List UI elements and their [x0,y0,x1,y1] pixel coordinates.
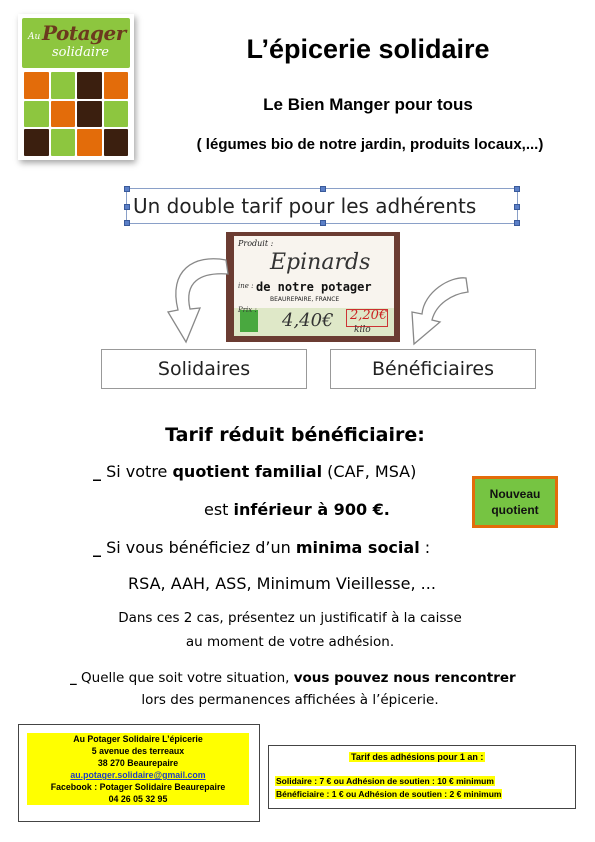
logo-au: Au [28,32,41,42]
bullet-dash: _ [70,670,77,686]
cond3-bold: vous pouvez nous rencontrer [293,670,516,686]
curved-arrow-left-icon [160,252,230,344]
product-origin: de notre potager [256,280,372,294]
adhesions-box [268,745,576,809]
logo-tile [104,101,129,128]
logo-tile [24,129,49,156]
cond2-bold: minima social [295,538,420,557]
bullet-dash: _ [93,462,101,481]
logo-tile [51,72,76,99]
cond2-pre: Si vous bénéficiez d’un [106,538,296,557]
permanences-note: lors des permanences affichées à l’épicerie. [141,692,439,708]
resize-handle-top-left [124,186,130,192]
resize-handle-top [320,186,326,192]
cond2-post: : [419,538,431,557]
cond1b-pre: est [204,500,234,519]
resize-handle-top-right [514,186,520,192]
bullet-dash: _ [93,538,101,557]
resize-handle-right [514,204,520,210]
price-band [234,308,394,336]
resize-handle-left [124,204,130,210]
logo-tile [51,101,76,128]
contact-street: 5 avenue des terreaux [91,746,185,756]
cond1-pre: Si votre [106,462,173,481]
condition-quotient-threshold [204,500,390,519]
minima-social-list: RSA, AAH, ASS, Minimum Vieillesse, ... [128,574,436,593]
double-tarif-text: Un double tarif pour les adhérents [133,194,477,218]
resize-handle-bottom-right [514,220,520,226]
price-normal: 4,40€ [282,310,334,331]
nouveau-quotient-badge [472,476,558,528]
page-subtitle: Le Bien Manger pour tous [263,95,473,114]
contact-name: Au Potager Solidaire L’épicerie [73,734,203,744]
price-tag-card [234,236,394,336]
logo [18,14,134,160]
cond1b-bold: inférieur à 900 €. [233,500,390,519]
contact-city: 38 270 Beaurepaire [97,758,179,768]
condition-any-situation [70,670,516,686]
resize-handle-bottom-left [124,220,130,226]
adhesion-beneficiaire: Bénéficiaire : 1 € ou Adhésion de soutien : 2 € minimum [276,789,502,799]
price-tag-photo [226,232,400,342]
contact-email-link[interactable]: au.potager.solidaire@gmail.com [70,770,206,780]
adhesion-solidaire: Solidaire : 7 € ou Adhésion de soutien : 10 € minimum [276,776,494,786]
cond1-bold: quotient familial [172,462,323,481]
logo-tile [104,129,129,156]
logo-tile [77,101,102,128]
label-prix: Prix : [238,306,257,314]
page-title: L’épicerie solidaire [246,34,490,64]
contact-phone: 04 26 05 32 95 [108,794,168,804]
nouveau-quotient-line2: quotient [491,503,539,517]
condition-minima-social [93,538,430,557]
logo-tile [24,72,49,99]
adhesions-title: Tarif des adhésions pour 1 an : [351,752,484,762]
contact-box [18,724,260,822]
product-name: Epinards [270,250,371,275]
condition-quotient [93,462,416,481]
label-produit: Produit : [238,239,274,248]
logo-solidaire: solidaire [52,45,109,60]
logo-potager: Potager [42,21,126,45]
page-subline: ( légumes bio de notre jardin, produits locaux,...) [196,136,544,153]
logo-tile [51,129,76,156]
resize-handle-bottom [320,220,326,226]
nouveau-quotient-line1: Nouveau [489,487,541,501]
cond1-post: (CAF, MSA) [322,462,417,481]
contact-facebook: Facebook : Potager Solidaire Beaurepaire [50,782,226,792]
label-origine: ine : [238,282,254,290]
product-origin-place: BEAUREPAIRE, FRANCE [270,296,340,303]
price-unit: kilo [354,325,371,335]
logo-vegetable-grid [24,72,128,156]
logo-tile [104,72,129,99]
curved-arrow-right-icon [400,274,470,346]
logo-header [22,18,130,68]
logo-tile [24,101,49,128]
category-solidaires: Solidaires [101,349,307,389]
double-tarif-banner [126,188,518,224]
reduced-tariff-heading: Tarif réduit bénéficiaire: [165,424,425,446]
logo-tile [77,72,102,99]
contact-info [27,733,249,805]
price-reduced: 2,20€ [350,308,388,323]
justificatif-note: Dans ces 2 cas, présentez un justificatif à la caisse [118,610,462,626]
category-beneficiaires: Bénéficiaires [330,349,536,389]
logo-tile [77,129,102,156]
cond3-pre: Quelle que soit votre situation, [81,670,294,686]
justificatif-note-2: au moment de votre adhésion. [185,634,395,650]
